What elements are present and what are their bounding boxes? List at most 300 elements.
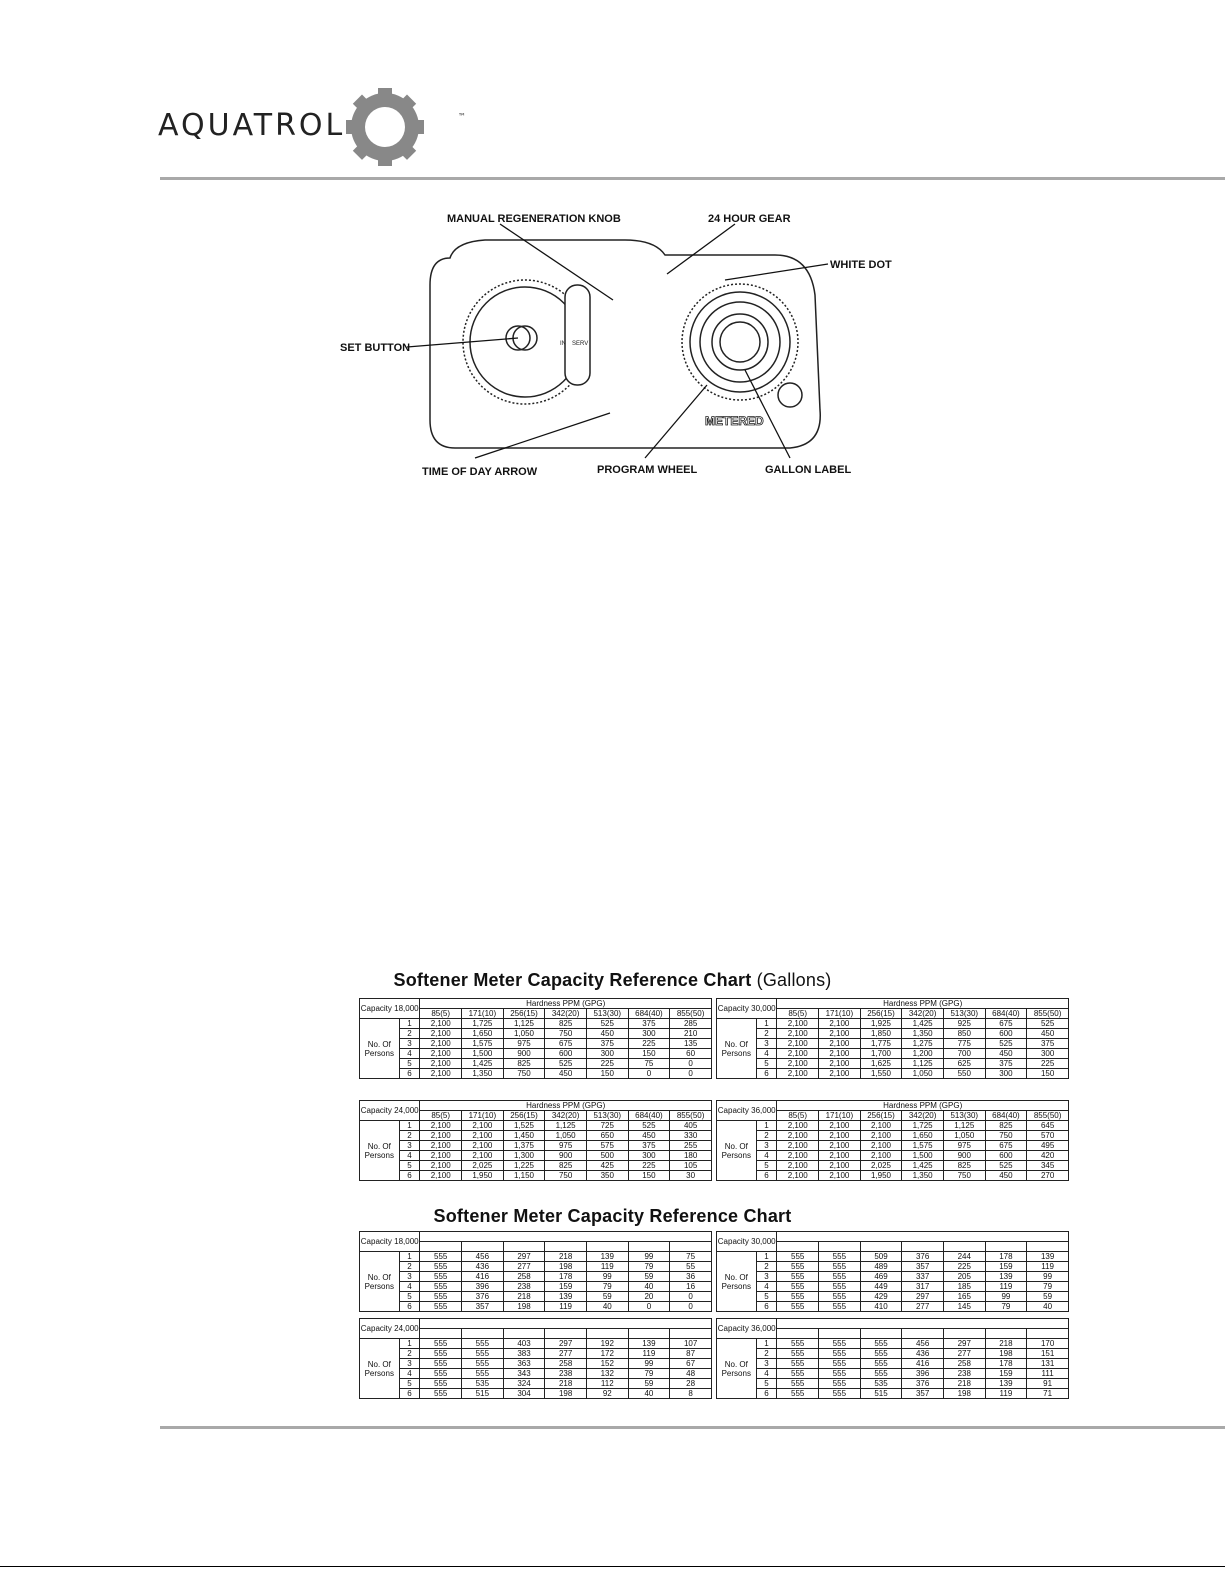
persons-count: 2 [756, 1029, 777, 1039]
hardness-value: 85(5) [777, 1009, 819, 1019]
table-cell: 2,100 [462, 1121, 504, 1131]
table-cell: 2,100 [777, 1059, 819, 1069]
capacity-label: Capacity 30,000 [717, 1232, 777, 1252]
table-cell: 79 [985, 1302, 1027, 1312]
table-cell: 119 [586, 1262, 628, 1272]
table-cell: 625 [943, 1059, 985, 1069]
table-cell: 500 [586, 1151, 628, 1161]
hardness-value: 171(10) [462, 1009, 504, 1019]
table-cell: 555 [860, 1369, 902, 1379]
persons-count: 2 [756, 1131, 777, 1141]
table-row [360, 1292, 712, 1302]
table-cell: 425 [586, 1161, 628, 1171]
capacity-table [359, 1231, 712, 1312]
hardness-value-blank [545, 1242, 587, 1252]
table-row [360, 1339, 712, 1349]
hardness-header-blank [420, 1319, 712, 1329]
capacity-label: Capacity 36,000 [717, 1101, 777, 1121]
table-cell: 555 [860, 1349, 902, 1359]
table-cell: 297 [503, 1252, 545, 1262]
table-cell: 525 [1027, 1019, 1069, 1029]
table-cell: 297 [943, 1339, 985, 1349]
hardness-value: 256(15) [860, 1111, 902, 1121]
manual-regeneration-knob-callout: MANUAL REGENERATION KNOB [447, 213, 621, 225]
table-cell: 150 [1027, 1069, 1069, 1079]
hardness-header-blank [777, 1319, 1069, 1329]
persons-count: 2 [399, 1131, 420, 1141]
persons-label-line: No. Of [724, 1141, 748, 1151]
table-cell: 555 [777, 1282, 819, 1292]
capacity-label: Capacity 24,000 [360, 1101, 420, 1121]
table-cell: 0 [628, 1302, 670, 1312]
table-cell: 375 [1027, 1039, 1069, 1049]
table-cell: 469 [860, 1272, 902, 1282]
hardness-value: 342(20) [545, 1009, 587, 1019]
hardness-value-blank [628, 1329, 670, 1339]
hardness-value-blank [586, 1329, 628, 1339]
table-cell: 436 [902, 1349, 944, 1359]
table-cell: 345 [1027, 1161, 1069, 1171]
persons-label-line: No. Of [724, 1359, 748, 1369]
table-cell: 1,350 [902, 1029, 944, 1039]
hardness-header: Hardness PPM (GPG) [420, 999, 712, 1009]
persons-count: 3 [756, 1272, 777, 1282]
table-cell: 1,200 [902, 1049, 944, 1059]
table-cell: 825 [545, 1161, 587, 1171]
hardness-header: Hardness PPM (GPG) [420, 1101, 712, 1111]
persons-count: 3 [399, 1359, 420, 1369]
table-cell: 1,050 [943, 1131, 985, 1141]
persons-count: 5 [756, 1292, 777, 1302]
table-cell: 555 [420, 1359, 462, 1369]
persons-label [717, 1019, 757, 1079]
table-cell: 225 [586, 1059, 628, 1069]
table-cell: 79 [586, 1282, 628, 1292]
table-cell: 79 [628, 1262, 670, 1272]
table-cell: 555 [420, 1282, 462, 1292]
persons-count: 6 [756, 1069, 777, 1079]
table-cell: 555 [777, 1379, 819, 1389]
table-cell: 1,225 [503, 1161, 545, 1171]
persons-count: 5 [399, 1059, 420, 1069]
hardness-value-blank [860, 1329, 902, 1339]
table-cell: 170 [1027, 1339, 1069, 1349]
table-cell: 67 [670, 1359, 712, 1369]
table-cell: 555 [777, 1349, 819, 1359]
table-cell: 112 [586, 1379, 628, 1389]
table-cell: 178 [985, 1252, 1027, 1262]
persons-count: 5 [399, 1292, 420, 1302]
persons-count: 3 [756, 1141, 777, 1151]
table-cell: 2,100 [777, 1029, 819, 1039]
table-cell: 1,425 [902, 1161, 944, 1171]
table-cell: 1,725 [462, 1019, 504, 1029]
table-cell: 645 [1027, 1121, 1069, 1131]
hour-gear-callout: 24 HOUR GEAR [708, 213, 791, 225]
table-cell: 555 [420, 1292, 462, 1302]
persons-count: 3 [399, 1272, 420, 1282]
table-cell: 555 [777, 1262, 819, 1272]
table-cell: 1,950 [860, 1171, 902, 1181]
table-cell: 75 [670, 1252, 712, 1262]
table-cell: 2,100 [819, 1151, 861, 1161]
table-cell: 2,100 [777, 1171, 819, 1181]
table-cell: 1,500 [902, 1151, 944, 1161]
table-row [360, 1059, 712, 1069]
hardness-value: 684(40) [985, 1009, 1027, 1019]
table-cell: 450 [1027, 1029, 1069, 1039]
table-cell: 324 [503, 1379, 545, 1389]
table-cell: 150 [586, 1069, 628, 1079]
table-cell: 178 [985, 1359, 1027, 1369]
table-cell: 1,150 [503, 1171, 545, 1181]
persons-count: 1 [399, 1121, 420, 1131]
gear-icon [346, 88, 424, 166]
table-cell: 750 [985, 1131, 1027, 1141]
persons-count: 2 [399, 1262, 420, 1272]
table-cell: 750 [545, 1029, 587, 1039]
table-row [717, 1272, 1069, 1282]
persons-count: 1 [756, 1019, 777, 1029]
table-cell: 1,575 [462, 1039, 504, 1049]
table-cell: 350 [586, 1171, 628, 1181]
table-cell: 48 [670, 1369, 712, 1379]
persons-count: 4 [756, 1369, 777, 1379]
table-cell: 456 [462, 1252, 504, 1262]
table-cell: 675 [985, 1019, 1027, 1029]
hardness-header: Hardness PPM (GPG) [777, 1101, 1069, 1111]
table-cell: 238 [545, 1369, 587, 1379]
persons-label-line: No. Of [724, 1039, 748, 1049]
persons-count: 2 [756, 1349, 777, 1359]
table-cell: 357 [902, 1389, 944, 1399]
persons-count: 6 [756, 1389, 777, 1399]
table-cell: 0 [670, 1069, 712, 1079]
table-cell: 1,050 [902, 1069, 944, 1079]
table-cell: 555 [420, 1262, 462, 1272]
table-cell: 525 [545, 1059, 587, 1069]
hardness-value: 513(30) [586, 1111, 628, 1121]
persons-count: 4 [399, 1049, 420, 1059]
header-rule [160, 177, 1225, 180]
table-cell: 238 [943, 1369, 985, 1379]
hardness-header-blank [420, 1232, 712, 1242]
hardness-value: 85(5) [420, 1111, 462, 1121]
table-cell: 555 [420, 1369, 462, 1379]
table-cell: 700 [943, 1049, 985, 1059]
table-cell: 1,050 [503, 1029, 545, 1039]
table-header-row [360, 1101, 712, 1111]
capacity-label: Capacity 18,000 [360, 1232, 420, 1252]
table-cell: 218 [985, 1339, 1027, 1349]
hardness-value-blank [503, 1329, 545, 1339]
table-cell: 555 [819, 1349, 861, 1359]
table-row [717, 1262, 1069, 1272]
table-cell: 1,725 [902, 1121, 944, 1131]
table-cell: 145 [943, 1302, 985, 1312]
capacity-label: Capacity 30,000 [717, 999, 777, 1019]
table-cell: 107 [670, 1339, 712, 1349]
persons-label-line: Persons [364, 1281, 394, 1291]
table-cell: 1,425 [902, 1019, 944, 1029]
table-cell: 2,100 [420, 1121, 462, 1131]
table-cell: 198 [985, 1349, 1027, 1359]
hardness-value-blank [943, 1242, 985, 1252]
table-cell: 555 [420, 1389, 462, 1399]
table-cell: 450 [985, 1171, 1027, 1181]
table-row [717, 1349, 1069, 1359]
table-header-row [717, 1319, 1069, 1329]
hardness-value-blank [420, 1242, 462, 1252]
table-cell: 2,100 [777, 1161, 819, 1171]
table-cell: 575 [586, 1141, 628, 1151]
persons-count: 5 [756, 1161, 777, 1171]
table-cell: 1,775 [860, 1039, 902, 1049]
table-cell: 900 [503, 1049, 545, 1059]
persons-count: 6 [756, 1302, 777, 1312]
table-cell: 2,100 [420, 1141, 462, 1151]
persons-count: 5 [399, 1379, 420, 1389]
persons-count: 6 [399, 1302, 420, 1312]
table-cell: 1,950 [462, 1171, 504, 1181]
table-cell: 139 [1027, 1252, 1069, 1262]
table-cell: 277 [943, 1349, 985, 1359]
table-cell: 2,100 [462, 1141, 504, 1151]
table-row [717, 1292, 1069, 1302]
table-cell: 0 [670, 1292, 712, 1302]
table-cell: 2,100 [819, 1121, 861, 1131]
table-cell: 99 [628, 1359, 670, 1369]
table-cell: 2,100 [420, 1019, 462, 1029]
table-cell: 210 [670, 1029, 712, 1039]
table-cell: 450 [545, 1069, 587, 1079]
table-cell: 450 [586, 1029, 628, 1039]
hardness-value-blank [670, 1329, 712, 1339]
table-cell: 75 [628, 1059, 670, 1069]
table-cell: 650 [586, 1131, 628, 1141]
table-cell: 277 [902, 1302, 944, 1312]
table-cell: 555 [777, 1252, 819, 1262]
table-cell: 0 [670, 1302, 712, 1312]
hardness-value-blank [902, 1242, 944, 1252]
table-cell: 555 [860, 1339, 902, 1349]
table-cell: 300 [985, 1069, 1027, 1079]
hardness-value-blank [1027, 1242, 1069, 1252]
table-cell: 304 [503, 1389, 545, 1399]
table-cell: 555 [819, 1359, 861, 1369]
table-cell: 2,025 [860, 1161, 902, 1171]
table-cell: 525 [985, 1039, 1027, 1049]
table-cell: 1,700 [860, 1049, 902, 1059]
table-cell: 357 [462, 1302, 504, 1312]
table-cell: 525 [985, 1161, 1027, 1171]
table-cell: 2,100 [777, 1151, 819, 1161]
table-row [360, 1349, 712, 1359]
table-cell: 410 [860, 1302, 902, 1312]
hardness-value: 684(40) [628, 1111, 670, 1121]
persons-count: 4 [399, 1282, 420, 1292]
table-cell: 2,100 [819, 1039, 861, 1049]
persons-label [360, 1019, 400, 1079]
chart-1-title-unit: (Gallons) [756, 970, 832, 990]
table-cell: 555 [777, 1359, 819, 1369]
hardness-value: 513(30) [943, 1111, 985, 1121]
table-cell: 825 [545, 1019, 587, 1029]
table-row [717, 1252, 1069, 1262]
hardness-value-blank [545, 1329, 587, 1339]
table-cell: 535 [860, 1379, 902, 1389]
hardness-value: 342(20) [545, 1111, 587, 1121]
table-cell: 2,100 [777, 1121, 819, 1131]
set-button-callout: SET BUTTON [340, 342, 411, 354]
table-cell: 555 [819, 1302, 861, 1312]
persons-count: 4 [399, 1369, 420, 1379]
table-cell: 150 [628, 1171, 670, 1181]
table-cell: 285 [670, 1019, 712, 1029]
table-cell: 198 [943, 1389, 985, 1399]
table-cell: 850 [943, 1029, 985, 1039]
table-cell: 1,425 [462, 1059, 504, 1069]
table-header-row [717, 1232, 1069, 1242]
table-cell: 198 [503, 1302, 545, 1312]
table-row [717, 1369, 1069, 1379]
table-cell: 238 [503, 1282, 545, 1292]
table-row [360, 1282, 712, 1292]
table-cell: 975 [503, 1039, 545, 1049]
table-cell: 515 [462, 1389, 504, 1399]
hardness-value: 855(50) [670, 1009, 712, 1019]
table-cell: 396 [902, 1369, 944, 1379]
table-cell: 172 [586, 1349, 628, 1359]
capacity-table [359, 1318, 712, 1399]
table-cell: 2,100 [819, 1019, 861, 1029]
persons-label [717, 1121, 757, 1181]
table-cell: 975 [943, 1141, 985, 1151]
table-cell: 277 [503, 1262, 545, 1272]
persons-label [360, 1121, 400, 1181]
table-cell: 2,100 [420, 1151, 462, 1161]
table-cell: 1,050 [545, 1131, 587, 1141]
hardness-value: 855(50) [670, 1111, 712, 1121]
hardness-value: 256(15) [503, 1009, 545, 1019]
table-cell: 555 [420, 1302, 462, 1312]
controller-diagram [335, 200, 900, 490]
persons-count: 1 [399, 1019, 420, 1029]
table-cell: 555 [777, 1302, 819, 1312]
table-cell: 2,100 [420, 1029, 462, 1039]
hardness-value: 342(20) [902, 1111, 944, 1121]
table-row [360, 1369, 712, 1379]
table-row [717, 1379, 1069, 1389]
table-cell: 555 [819, 1379, 861, 1389]
hardness-value: 513(30) [586, 1009, 628, 1019]
table-cell: 159 [985, 1262, 1027, 1272]
table-cell: 555 [777, 1292, 819, 1302]
table-cell: 255 [670, 1141, 712, 1151]
table-cell: 396 [462, 1282, 504, 1292]
table-cell: 20 [628, 1292, 670, 1302]
table-cell: 297 [545, 1339, 587, 1349]
table-cell: 2,100 [777, 1039, 819, 1049]
hardness-value-blank [462, 1329, 504, 1339]
table-cell: 218 [503, 1292, 545, 1302]
table-cell: 570 [1027, 1131, 1069, 1141]
table-cell: 2,100 [462, 1151, 504, 1161]
table-cell: 2,100 [860, 1121, 902, 1131]
table-row [717, 1069, 1069, 1079]
table-header-row [717, 999, 1069, 1009]
table-cell: 2,100 [462, 1131, 504, 1141]
persons-count: 6 [399, 1171, 420, 1181]
table-cell: 2,100 [420, 1039, 462, 1049]
table-row [717, 1161, 1069, 1171]
persons-label-line: Persons [364, 1150, 394, 1160]
table-cell: 198 [545, 1262, 587, 1272]
capacity-label: Capacity 36,000 [717, 1319, 777, 1339]
table-row [360, 1141, 712, 1151]
capacity-table [359, 998, 712, 1079]
table-cell: 555 [819, 1339, 861, 1349]
persons-count: 1 [399, 1339, 420, 1349]
persons-count: 6 [399, 1069, 420, 1079]
table-cell: 376 [462, 1292, 504, 1302]
table-cell: 375 [586, 1039, 628, 1049]
hardness-value-blank [503, 1242, 545, 1252]
table-cell: 525 [586, 1019, 628, 1029]
chart-2-title: Softener Meter Capacity Reference Chart [433, 1206, 792, 1226]
knob-serv-label: SERV [572, 341, 589, 347]
table-row [360, 1039, 712, 1049]
table-cell: 555 [420, 1349, 462, 1359]
capacity-label: Capacity 18,000 [360, 999, 420, 1019]
table-row [717, 1131, 1069, 1141]
table-cell: 99 [1027, 1272, 1069, 1282]
persons-count: 5 [756, 1379, 777, 1389]
table-row [717, 1359, 1069, 1369]
hardness-value-blank [420, 1329, 462, 1339]
table-cell: 2,100 [777, 1019, 819, 1029]
table-cell: 2,100 [819, 1049, 861, 1059]
persons-label-line: Persons [364, 1048, 394, 1058]
hardness-value: 171(10) [819, 1111, 861, 1121]
table-cell: 59 [1027, 1292, 1069, 1302]
table-cell: 2,100 [777, 1141, 819, 1151]
table-row [360, 1252, 712, 1262]
table-cell: 225 [1027, 1059, 1069, 1069]
table-cell: 376 [902, 1252, 944, 1262]
table-row [717, 1049, 1069, 1059]
persons-count: 3 [756, 1359, 777, 1369]
table-cell: 300 [628, 1151, 670, 1161]
page-bottom-line [0, 1566, 1225, 1567]
table-cell: 244 [943, 1252, 985, 1262]
hardness-value-blank [462, 1242, 504, 1252]
table-cell: 775 [943, 1039, 985, 1049]
table-cell: 420 [1027, 1151, 1069, 1161]
table-cell: 258 [545, 1359, 587, 1369]
table-cell: 300 [1027, 1049, 1069, 1059]
table-cell: 180 [670, 1151, 712, 1161]
table-cell: 1,300 [503, 1151, 545, 1161]
table-cell: 119 [985, 1282, 1027, 1292]
table-cell: 165 [943, 1292, 985, 1302]
persons-label [360, 1252, 400, 1312]
table-cell: 2,100 [420, 1069, 462, 1079]
table-cell: 178 [545, 1272, 587, 1282]
hardness-value-blank [819, 1329, 861, 1339]
table-cell: 258 [943, 1359, 985, 1369]
table-cell: 600 [545, 1049, 587, 1059]
